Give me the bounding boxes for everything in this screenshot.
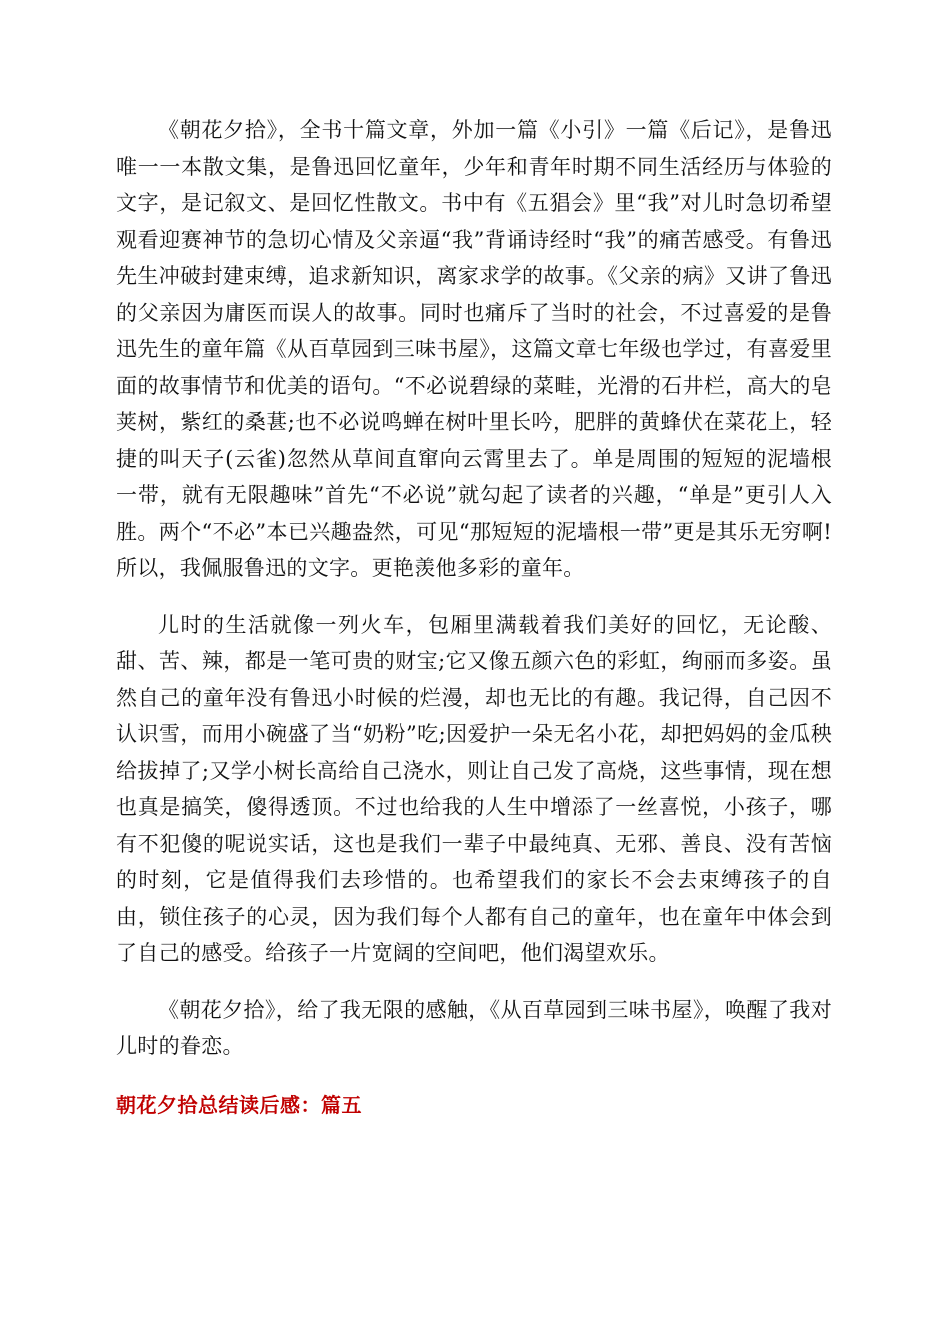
paragraph-3: 《朝花夕拾》，给了我无限的感触，《从百草园到三味书屋》，唤醒了我对儿时的眷恋。 <box>116 997 832 1058</box>
section-heading: 朝花夕拾总结读后感：篇五 <box>116 1092 362 1117</box>
paragraph-2: 儿时的生活就像一列火车，包厢里满载着我们美好的回忆，无论酸、甜、苦、辣，都是一笔可贵的财宝;它又像五颜六色的彩虹，绚丽而多姿。虽然自己的童年没有鲁迅小时候的烂漫，却也无比的有趣。我记得，自己因不认识雪，而用小碗盛了当“奶粉”吃;因爱护一朵无名小花，却把妈妈的金瓜秧给拔掉了;又学小树长高给自己浇水，则让自己发了高烧，这些事情，现在想也真是搞笑，傻得透顶。不过也给我的人生中增添了一丝喜悦，小孩子，哪有不犯傻的呢说实话，这也是我们一辈子中最纯真、无邪、善良、没有苦恼的时刻，它是值得我们去珍惜的。也希望我们的家长不会去束缚孩子的自由，锁住孩子的心灵，因为我们每个人都有自己的童年，也在童年中体会到了自己的感受。给孩子一片宽阔的空间吧，他们渴望欢乐。 <box>116 612 832 965</box>
document-body <box>116 112 832 1123</box>
paragraph-1: 《朝花夕拾》，全书十篇文章，外加一篇《小引》一篇《后记》，是鲁迅唯一一本散文集，是鲁迅回忆童年，少年和青年时期不同生活经历与体验的文字，是记叙文、是回忆性散文。书中有《五猖会》里“我”对儿时急切希望观看迎赛神节的急切心情及父亲逼“我”背诵诗经时“我”的痛苦感受。有鲁迅先生冲破封建束缚，追求新知识，离家求学的故事。《父亲的病》又讲了鲁迅的父亲因为庸医而误人的故事。同时也痛斥了当时的社会，不过喜爱的是鲁迅先生的童年篇《从百草园到三味书屋》，这篇文章七年级也学过，有喜爱里面的故事情节和优美的语句。“不必说碧绿的菜畦，光滑的石井栏，高大的皂荚树，紫红的桑葚;也不必说鸣蝉在树叶里长吟，肥胖的黄蜂伏在菜花上，轻捷的叫天子(云雀)忽然从草间直窜向云霄里去了。单是周围的短短的泥墙根一带，就有无限趣味”首先“不必说”就勾起了读者的兴趣，“单是”更引人入胜。两个“不必”本已兴趣盎然，可见“那短短的泥墙根一带”更是其乐无穷啊!所以，我佩服鲁迅的文字。更艳羡他多彩的童年。 <box>116 118 832 580</box>
